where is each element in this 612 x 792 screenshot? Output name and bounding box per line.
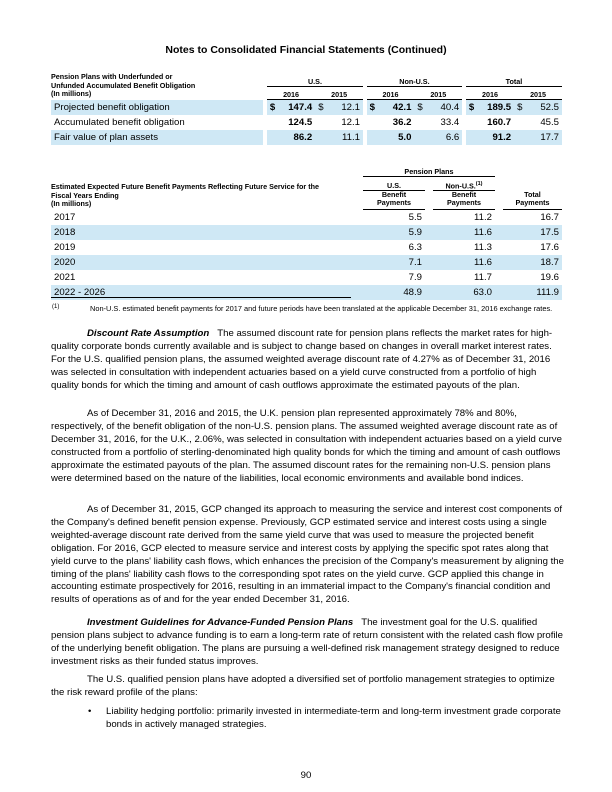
pension-plans-header: Pension Plans	[363, 164, 495, 177]
table-row: 2022 - 2026 48.9 63.0 111.9	[51, 285, 562, 300]
table-row: Fair value of plan assets 86.2 11.1 5.0 6.6 91.2 17.7	[51, 130, 562, 145]
group-us: U.S.	[267, 72, 363, 87]
expected-benefit-payments-table	[51, 164, 562, 300]
us-header: U.S.	[363, 177, 425, 191]
non-us-header: Non-U.S.$^{(1)}$	[433, 177, 495, 191]
benefit-payments-header: Benefit Payments	[433, 191, 495, 210]
year-header: 2015	[315, 87, 363, 100]
year-header: 2016	[466, 87, 514, 100]
group-non-us: Non-U.S.	[367, 72, 463, 87]
year-header: 2016	[267, 87, 315, 100]
table-row: 2017 5.5 11.2 16.7	[54, 211, 559, 223]
table-row: 2020 7.1 11.6 18.7	[51, 255, 562, 270]
table-row: Projected benefit obligation $ 147.4 $ 12.1 $ 42.1 $ 40.4 $ 189.5 $ 52.5	[51, 100, 562, 116]
bullet-item: Liability hedging portfolio: primarily invested in intermediate-term and long-term investment grade corporate bonds in actively managed strategies.	[106, 706, 561, 730]
table2-header-label: Estimated Expected Future Benefit Payments Reflecting Future Service for the Fiscal Years Ending (In millions)	[51, 182, 320, 208]
table-row: Accumulated benefit obligation 124.5 12.1 36.2 33.4 160.7 45.5	[54, 117, 559, 128]
section-heading: Discount Rate Assumption	[87, 328, 210, 339]
page-number: 90	[300, 770, 312, 781]
paragraph-spot-rates: As of December 31, 2015, GCP changed its approach to measuring the service and interest cost components of the Company's defined benefit pension expense. Previously, GCP estimated service and interest costs using a single weighted-average discount rate derived from the same yield curve that was used to measure the projected benefit obligation. For 2016, GCP elected to measure service and interest costs by applying the specific spot rates along that yield curve to the plans' liability cash flows, which enhances the precision of the Company's measurement by aligning the timing of the plans' liability cash flows to the corresponding spot rates on the yield curve. GCP applied this change in accounting estimate prospectively for 2016, resulting in an immaterial impact to the Company's financial condition and results of operations as of and for the year ended December 31, 2016.	[51, 504, 564, 606]
page-title: Notes to Consolidated Financial Statements (Continued)	[165, 44, 447, 56]
paragraph-investment-guidelines: Investment Guidelines for Advance-Funded Pension Plans The investment goal for the U.S. qualified pension plans subject to advance funding is to earn a long-term rate of return consistent with the related cash flow profile of the underlying benefit obligation. The plans are pursuing a well-defined risk management strategy designed to reduce investment risks as their funded status improves.	[51, 617, 563, 667]
footnote-divider	[51, 297, 351, 298]
group-total: Total	[466, 72, 562, 87]
year-header: 2015	[414, 87, 462, 100]
table-row: 2019 6.3 11.3 17.6	[54, 241, 559, 253]
paragraph-strategies: The U.S. qualified pension plans have adopted a diversified set of portfolio management strategies to optimize the risk reward profile of the plans:	[51, 674, 555, 698]
total-payments-header: Total Payments	[503, 191, 562, 210]
underfunded-pension-table	[51, 72, 562, 145]
table-row: 2018 5.9 11.6 17.5	[51, 225, 562, 240]
section-heading: Investment Guidelines for Advance-Funded Pension Plans	[87, 617, 354, 628]
bullet-marker: •	[88, 706, 92, 717]
footnote-text: Non-U.S. estimated benefit payments for 2017 and future periods have been translated at the applicable December 31, 2016 exchange rates.	[90, 304, 553, 313]
paragraph-discount-rate: Discount Rate Assumption The assumed discount rate for pension plans reflects the market rates for high-quality corporate bonds currently available and is subject to change based on changes in overall market interest rates. For the U.S. qualified pension plans, the assumed weighted average discount rate of 4.27% as of December 31, 2016 was selected in consultation with independent actuaries based on a yield curve constructed from a portfolio of high quality bonds for which the timing and amount of cash outflows approximate the estimated payouts of the plan.	[51, 328, 553, 391]
footnote-mark: (1)	[52, 304, 60, 310]
benefit-payments-header: Benefit Payments	[363, 191, 425, 210]
year-header: 2015	[514, 87, 562, 100]
year-header: 2016	[367, 87, 415, 100]
table1-header-label: Pension Plans with Underfunded or Unfunded Accumulated Benefit Obligation (In millions)	[51, 72, 196, 99]
table-row: 2021 7.9 11.7 19.6	[54, 271, 559, 283]
paragraph-uk-plan: As of December 31, 2016 and 2015, the U.K. pension plan represented approximately 78% and 80%, respectively, of the benefit obligation of the non-U.S. pension plans. The assumed weighted average discount rate as of December 31, 2016, for the U.K., 2.06%, was selected in consultation with independent actuaries based on a yield curve constructed from a portfolio of sterling-denominated high quality bonds for which the timing and amount of cash outflows approximate the estimated payouts of the plan. The assumed discount rates for the remaining non-U.S. pension plans were determined based on the nature of the liabilities, local economic environments and available bond indices.	[51, 408, 562, 484]
